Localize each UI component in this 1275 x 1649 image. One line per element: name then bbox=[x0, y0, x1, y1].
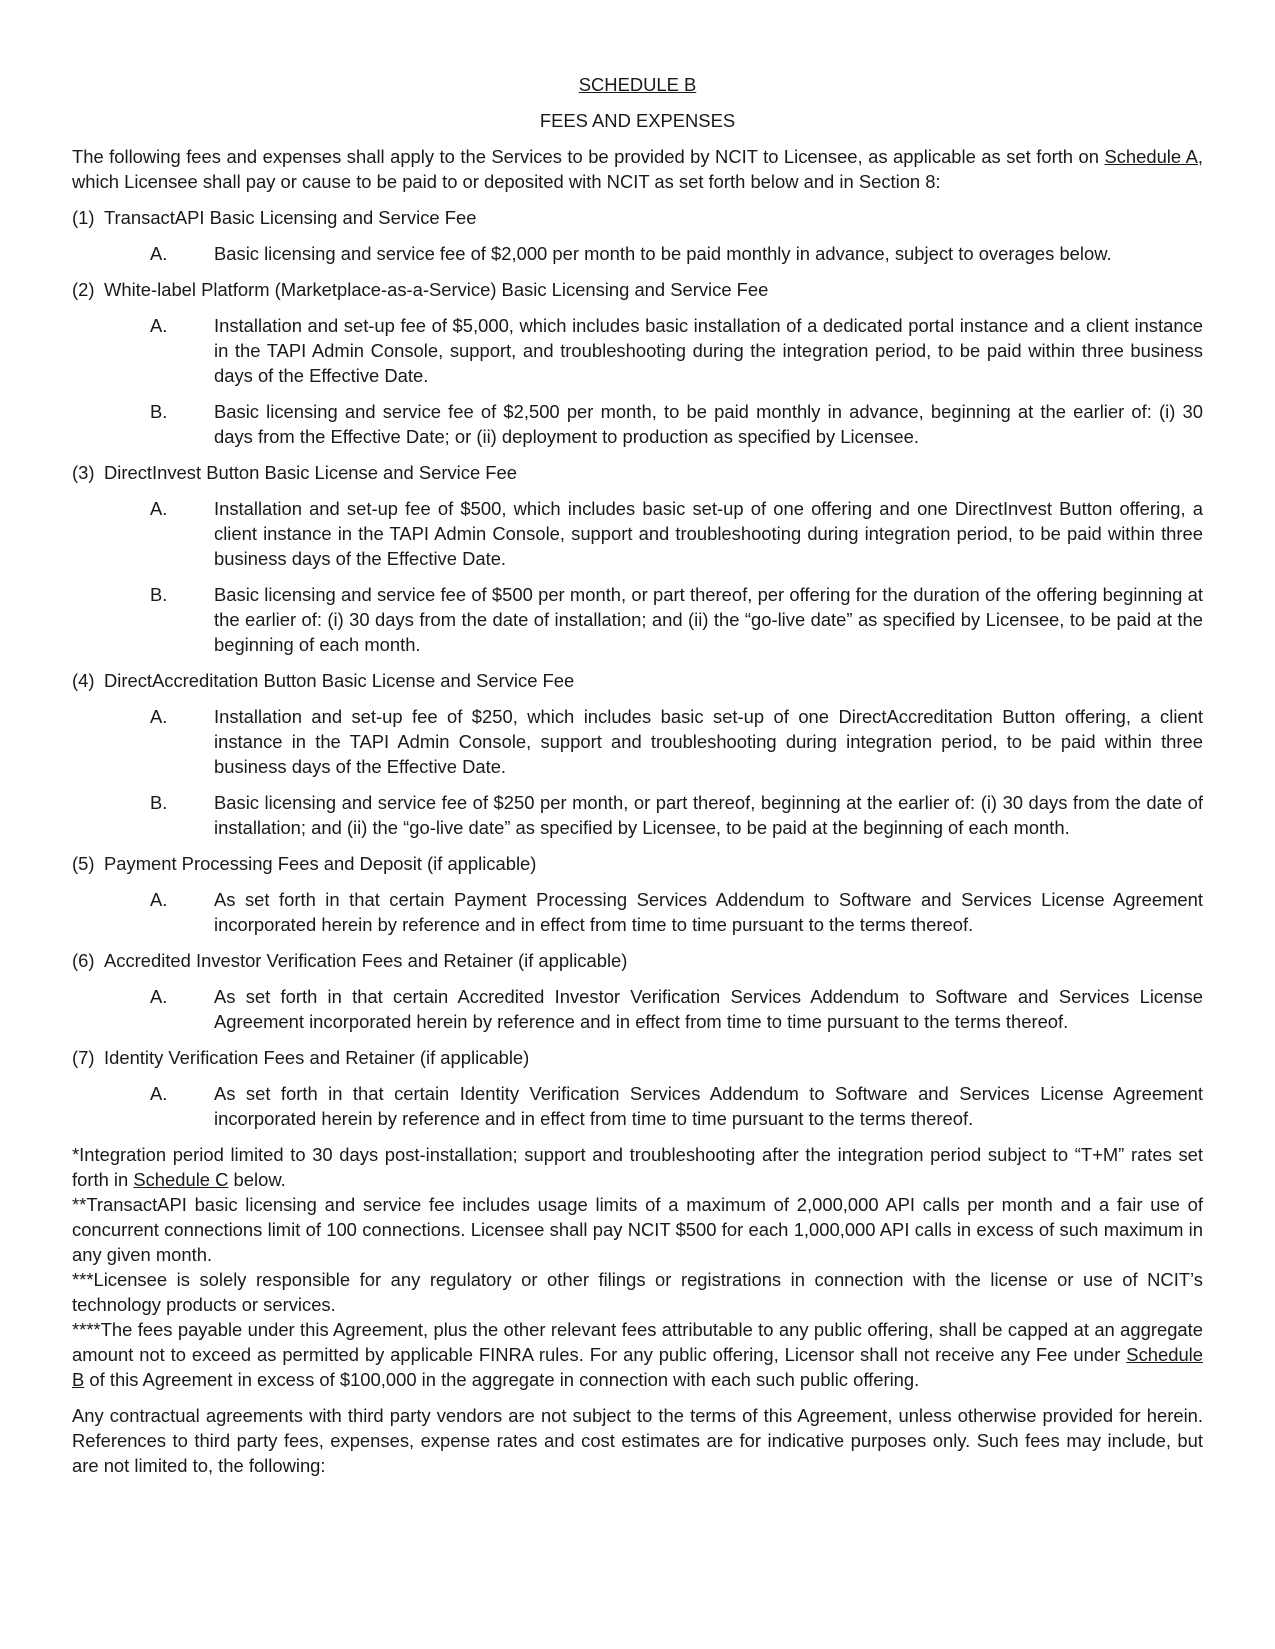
section-heading bbox=[72, 205, 1203, 230]
footnote-text: ****The fees payable under this Agreement, plus the other relevant fees attributable to any public offering, shall be capped at an aggregate amount not to exceed as permitted by applicable FINRA rules. For any public offering, Licensor shall not receive any Fee under bbox=[72, 1319, 1203, 1365]
footnote-4 bbox=[72, 1317, 1203, 1392]
item-text: Basic licensing and service fee of $500 per month, or part thereof, per offering for the duration of the offering beginning at the earlier of: (i) 30 days from the date of installation; and (ii) the “go-live date” as specified by Licensee, to be paid at the beginning of each month. bbox=[214, 584, 1203, 655]
intro-text-end: , which Licensee shall pay or cause to be paid to or deposited with NCIT as set forth below and in Section 8: bbox=[72, 146, 1203, 192]
item-letter: B. bbox=[150, 401, 168, 422]
section-4 bbox=[72, 668, 1203, 840]
item-letter: A. bbox=[150, 243, 168, 264]
section-heading bbox=[72, 460, 1203, 485]
section-7 bbox=[72, 1045, 1203, 1131]
section-title: DirectInvest Button Basic License and Service Fee bbox=[104, 462, 517, 483]
item-letter: A. bbox=[150, 986, 168, 1007]
item-letter: B. bbox=[150, 584, 168, 605]
section-heading bbox=[72, 1045, 1203, 1070]
list-item bbox=[72, 790, 1203, 840]
footnote-1 bbox=[72, 1142, 1203, 1192]
item-letter: A. bbox=[150, 315, 168, 336]
list-item bbox=[72, 496, 1203, 571]
item-letter: A. bbox=[150, 889, 168, 910]
section-title: DirectAccreditation Button Basic License and Service Fee bbox=[104, 670, 575, 691]
intro-paragraph bbox=[72, 144, 1203, 194]
schedule-title: SCHEDULE B bbox=[578, 74, 697, 95]
item-letter: A. bbox=[150, 706, 168, 727]
section-title: Payment Processing Fees and Deposit (if applicable) bbox=[104, 853, 537, 874]
section-number: (3) bbox=[72, 462, 95, 483]
section-heading bbox=[72, 851, 1203, 876]
section-1 bbox=[72, 205, 1203, 266]
section-heading bbox=[72, 668, 1203, 693]
list-item bbox=[72, 313, 1203, 388]
list-item bbox=[72, 887, 1203, 937]
section-number: (7) bbox=[72, 1047, 95, 1068]
footnote-text-end: of this Agreement in excess of $100,000 in the aggregate in connection with each such public offering. bbox=[84, 1369, 920, 1390]
item-text: Basic licensing and service fee of $2,000 per month to be paid monthly in advance, subject to overages below. bbox=[214, 243, 1112, 264]
list-item bbox=[72, 399, 1203, 449]
section-6 bbox=[72, 948, 1203, 1034]
section-3 bbox=[72, 460, 1203, 657]
item-text: As set forth in that certain Accredited Investor Verification Services Addendum to Software and Services License Agreement incorporated herein by reference and in effect from time to time pursuant to the terms thereof. bbox=[214, 986, 1203, 1032]
section-title: Identity Verification Fees and Retainer (if applicable) bbox=[104, 1047, 530, 1068]
footnotes bbox=[72, 1142, 1203, 1392]
schedule-c-reference: Schedule C bbox=[133, 1169, 229, 1190]
section-number: (4) bbox=[72, 670, 95, 691]
section-heading bbox=[72, 277, 1203, 302]
section-number: (6) bbox=[72, 950, 95, 971]
list-item bbox=[72, 984, 1203, 1034]
list-item bbox=[72, 704, 1203, 779]
schedule-subtitle: FEES AND EXPENSES bbox=[539, 110, 736, 131]
section-title: TransactAPI Basic Licensing and Service Fee bbox=[104, 207, 477, 228]
item-text: Installation and set-up fee of $500, which includes basic set-up of one offering and one DirectInvest Button offering, a client instance in the TAPI Admin Console, support and troubleshooting during integration period, to be paid within three business days of the Effective Date. bbox=[214, 498, 1203, 569]
footnote-3: ***Licensee is solely responsible for any regulatory or other filings or registrations in connection with the license or use of NCIT’s technology products or services. bbox=[72, 1269, 1203, 1315]
item-text: Basic licensing and service fee of $250 per month, or part thereof, beginning at the earlier of: (i) 30 days from the date of installation; and (ii) the “go-live date” as specified by Licensee, to be paid at the beginning of each month. bbox=[214, 792, 1203, 838]
item-text: Installation and set-up fee of $250, which includes basic set-up of one DirectAccreditation Button offering, a client instance in the TAPI Admin Console, support and troubleshooting during integration period, to be paid within three business days of the Effective Date. bbox=[214, 706, 1203, 777]
section-2 bbox=[72, 277, 1203, 449]
schedule-a-reference: Schedule A bbox=[1104, 146, 1198, 167]
item-letter: B. bbox=[150, 792, 168, 813]
footnote-text-end: below. bbox=[228, 1169, 286, 1190]
item-text: Installation and set-up fee of $5,000, which includes basic installation of a dedicated portal instance and a client instance in the TAPI Admin Console, support, and troubleshooting during the integration period, to be paid within three business days of the Effective Date. bbox=[214, 315, 1203, 386]
section-title: Accredited Investor Verification Fees and Retainer (if applicable) bbox=[104, 950, 628, 971]
item-text: As set forth in that certain Identity Verification Services Addendum to Software and Services License Agreement incorporated herein by reference and in effect from time to time pursuant to the terms thereof. bbox=[214, 1083, 1203, 1129]
closing-paragraph: Any contractual agreements with third party vendors are not subject to the terms of this Agreement, unless otherwise provided for herein. References to third party fees, expenses, expense rates and cost estimates are for indicative purposes only. Such fees may include, but are not limited to, the following: bbox=[72, 1405, 1203, 1476]
list-item bbox=[72, 241, 1203, 266]
section-number: (5) bbox=[72, 853, 95, 874]
item-letter: A. bbox=[150, 1083, 168, 1104]
footnote-2: **TransactAPI basic licensing and service fee includes usage limits of a maximum of 2,000,000 API calls per month and a fair use of concurrent connections limit of 100 connections. Licensee shall pay NCIT $500 for each 1,000,000 API calls in excess of such maximum in any given month. bbox=[72, 1194, 1203, 1265]
section-number: (1) bbox=[72, 207, 95, 228]
item-letter: A. bbox=[150, 498, 168, 519]
item-text: Basic licensing and service fee of $2,500 per month, to be paid monthly in advance, beginning at the earlier of: (i) 30 days from the Effective Date; or (ii) deployment to production as specified by Licensee. bbox=[214, 401, 1203, 447]
list-item bbox=[72, 582, 1203, 657]
list-item bbox=[72, 1081, 1203, 1131]
section-5 bbox=[72, 851, 1203, 937]
footnote-text: *Integration period limited to 30 days post-installation; support and troubleshooting after the integration period subject to “T+M” rates set forth in bbox=[72, 1144, 1203, 1190]
section-heading bbox=[72, 948, 1203, 973]
item-text: As set forth in that certain Payment Processing Services Addendum to Software and Services License Agreement incorporated herein by reference and in effect from time to time pursuant to the terms thereof. bbox=[214, 889, 1203, 935]
section-number: (2) bbox=[72, 279, 95, 300]
intro-text: The following fees and expenses shall apply to the Services to be provided by NCIT to Licensee, as applicable as set forth on bbox=[72, 146, 1105, 167]
section-title: White-label Platform (Marketplace-as-a-Service) Basic Licensing and Service Fee bbox=[104, 279, 769, 300]
schedule-b-reference: Schedule B bbox=[72, 1344, 1203, 1390]
